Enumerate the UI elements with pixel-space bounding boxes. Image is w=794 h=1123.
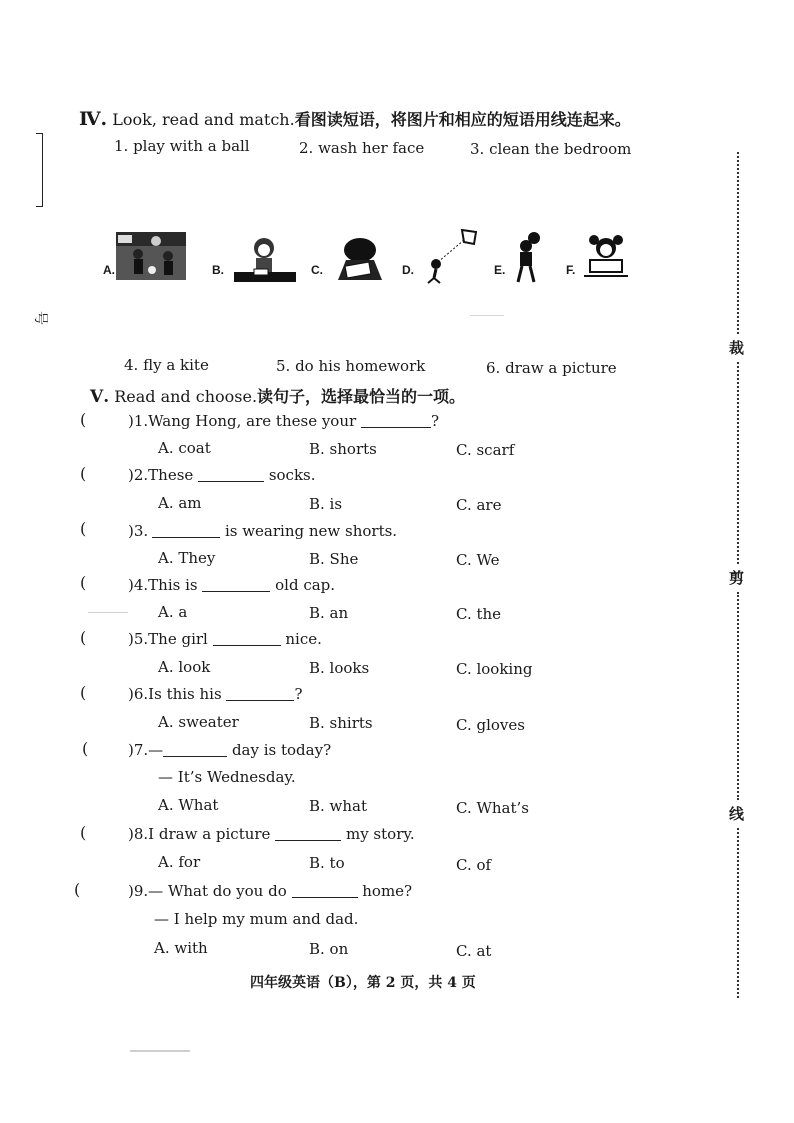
answer-bracket[interactable]: ( xyxy=(80,464,87,483)
question-4: )4.This is old cap. xyxy=(128,576,336,594)
bleed-through-mark xyxy=(88,602,128,613)
left-margin-char: 号 xyxy=(32,311,48,325)
boy-flying-kite-icon xyxy=(420,226,480,288)
option-a: A. a xyxy=(158,603,188,621)
phrase-4: 4. fly a kite xyxy=(124,356,209,374)
question-2: )2.These socks. xyxy=(128,466,316,484)
answer-bracket[interactable]: ( xyxy=(80,410,87,429)
option-b: B. shorts xyxy=(309,440,377,458)
option-c: C. We xyxy=(456,551,500,569)
left-margin-bracket xyxy=(36,133,43,172)
answer-bracket[interactable]: ( xyxy=(74,880,81,899)
bleed-through-mark xyxy=(130,1050,190,1052)
option-a: A. look xyxy=(158,658,211,676)
question-7-reply: — It’s Wednesday. xyxy=(158,768,296,786)
answer-bracket[interactable]: ( xyxy=(82,739,89,758)
picture-label-d: D. xyxy=(402,263,414,277)
picture-label-a: A. xyxy=(103,263,115,277)
option-c: C. looking xyxy=(456,660,533,678)
option-c: C. the xyxy=(456,605,502,623)
option-c: C. of xyxy=(456,856,492,874)
page-footer: 四年级英语（B），第 2 页，共 4 页 xyxy=(250,975,476,991)
phrase-5: 5. do his homework xyxy=(276,357,426,375)
phrase-1: 1. play with a ball xyxy=(114,137,250,155)
question-8: )8.I draw a picture my story. xyxy=(128,825,415,843)
answer-blank xyxy=(163,742,227,757)
picture-label-e: E. xyxy=(494,263,506,277)
question-7: )7.— day is today? xyxy=(128,741,332,759)
bleed-through-mark xyxy=(470,315,504,316)
boy-drawing-picture-icon xyxy=(332,236,388,286)
left-margin-bracket xyxy=(36,172,43,207)
option-b: B. an xyxy=(309,604,349,622)
option-b: B. shirts xyxy=(309,714,373,732)
binding-line xyxy=(737,592,739,800)
section4-heading: Ⅳ. Look, read and match.看图读短语，将图片和相应的短语用线连起来。 xyxy=(79,108,631,130)
option-a: A. sweater xyxy=(158,713,239,731)
option-a: A. They xyxy=(158,549,216,567)
question-9-reply: — I help my mum and dad. xyxy=(154,910,359,928)
answer-blank xyxy=(275,826,341,841)
option-a: A. am xyxy=(158,494,202,512)
option-a: A. with xyxy=(154,939,208,957)
section5-heading: Ⅴ. Read and choose.读句子，选择最恰当的一项。 xyxy=(90,387,466,407)
side-char-cut: 裁 xyxy=(729,339,745,357)
answer-bracket[interactable]: ( xyxy=(80,628,87,647)
answer-bracket[interactable]: ( xyxy=(80,683,87,702)
answer-blank xyxy=(226,686,294,701)
answer-bracket[interactable]: ( xyxy=(80,519,87,538)
option-b: B. what xyxy=(309,797,368,815)
question-6: )6.Is this his ? xyxy=(128,685,303,703)
answer-blank xyxy=(292,883,358,898)
option-a: A. coat xyxy=(158,439,211,457)
option-b: B. is xyxy=(309,495,343,513)
binding-line xyxy=(737,362,739,564)
girl-doing-homework-icon xyxy=(234,236,296,288)
answer-blank xyxy=(213,631,281,646)
phrase-6: 6. draw a picture xyxy=(486,359,617,377)
picture-label-b: B. xyxy=(212,263,224,277)
option-c: C. are xyxy=(456,496,502,514)
question-5: )5.The girl nice. xyxy=(128,630,322,648)
side-char-trim: 剪 xyxy=(729,569,745,587)
girl-washing-face-icon xyxy=(510,230,550,288)
option-a: A. What xyxy=(158,796,219,814)
binding-line xyxy=(737,152,739,334)
answer-blank xyxy=(198,467,264,482)
answer-bracket[interactable]: ( xyxy=(80,823,87,842)
question-9: )9.— What do you do home? xyxy=(128,882,413,900)
children-playing-ball-photo-icon xyxy=(116,232,186,284)
girl-cleaning-room-icon xyxy=(584,232,628,282)
option-b: B. She xyxy=(309,550,359,568)
option-c: C. What’s xyxy=(456,799,529,817)
option-a: A. for xyxy=(158,853,201,871)
phrase-3: 3. clean the bedroom xyxy=(470,140,632,158)
question-3: )3. is wearing new shorts. xyxy=(128,522,398,540)
answer-bracket[interactable]: ( xyxy=(80,573,87,592)
side-char-line: 线 xyxy=(729,805,745,823)
answer-blank xyxy=(202,577,270,592)
option-c: C. gloves xyxy=(456,716,525,734)
question-1: )1.Wang Hong, are these your ? xyxy=(128,412,439,430)
picture-label-c: C. xyxy=(311,263,323,277)
answer-blank xyxy=(152,523,220,538)
option-b: B. to xyxy=(309,854,345,872)
picture-label-f: F. xyxy=(566,263,576,277)
answer-blank xyxy=(361,413,431,428)
binding-line xyxy=(737,828,739,998)
phrase-2: 2. wash her face xyxy=(299,139,425,157)
option-b: B. on xyxy=(309,940,349,958)
option-c: C. at xyxy=(456,942,492,960)
option-c: C. scarf xyxy=(456,441,515,459)
option-b: B. looks xyxy=(309,659,370,677)
